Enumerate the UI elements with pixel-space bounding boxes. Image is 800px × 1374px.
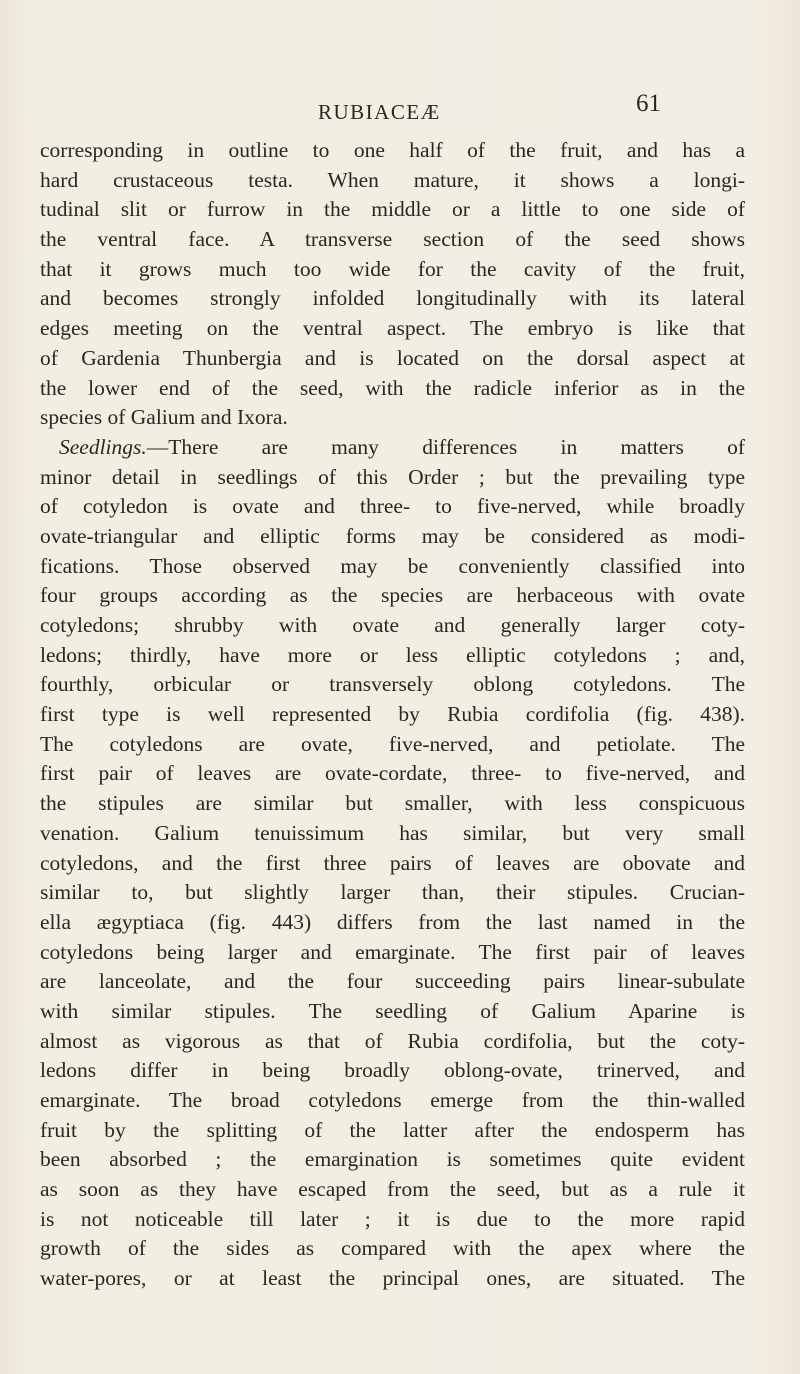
text-line: ella ægyptiaca (fig. 443) differs from the last named in the	[40, 909, 745, 934]
text-line: edges meeting on the ventral aspect. The embryo is like that	[40, 316, 745, 341]
text-line: corresponding in outline to one half of the fruit, and has a	[40, 138, 745, 162]
text-line: the stipules are similar but smaller, with less conspicuous	[40, 791, 745, 816]
text-line: and becomes strongly infolded longitudinally with its lateral	[40, 286, 745, 311]
text-line: fications. Those observed may be conveniently classified into	[40, 553, 745, 578]
text-line: emarginate. The broad cotyledons emerge from the thin-walled	[40, 1088, 745, 1112]
text-line: tudinal slit or furrow in the middle or a little to one side of	[40, 197, 745, 222]
text-line: of Gardenia Thunbergia and is located on the dorsal aspect at	[40, 345, 745, 370]
body-text	[40, 136, 745, 1294]
text-line: hard crustaceous testa. When mature, it shows a longi-	[40, 167, 745, 192]
text-line: the ventral face. A transverse section of the seed shows	[40, 227, 745, 252]
text-line: are lanceolate, and the four succeeding pairs linear-subulate	[40, 969, 745, 994]
text-line: similar to, but slightly larger than, their stipules. Crucian-	[40, 880, 745, 905]
text-line: fourthly, orbicular or transversely oblong cotyledons. The	[40, 672, 745, 697]
text-line: water-pores, or at least the principal ones, are situated. The	[40, 1266, 745, 1291]
text-line: growth of the sides as compared with the apex where the	[40, 1236, 745, 1261]
text-line: cotyledons; shrubby with ovate and generally larger coty-	[40, 613, 745, 637]
text-line: The cotyledons are ovate, five-nerved, and petiolate. The	[40, 731, 745, 756]
page-number: 61	[636, 90, 661, 117]
text-line: as soon as they have escaped from the seed, but as a rule it	[40, 1177, 745, 1202]
seedlings-heading: Seedlings.	[59, 434, 147, 459]
text-line: of cotyledon is ovate and three- to five-nerved, while broadly	[40, 494, 745, 519]
text-line: almost as vigorous as that of Rubia cordifolia, but the coty-	[40, 1028, 745, 1053]
text-line: with similar stipules. The seedling of Galium Aparine is	[40, 998, 745, 1023]
seedlings-paragraph-start	[40, 433, 745, 463]
text-line: species of Galium and Ixora.	[40, 405, 288, 430]
text-line: cotyledons being larger and emarginate. The first pair of leaves	[40, 939, 745, 964]
text-line: is not noticeable till later ; it is due to the more rapid	[40, 1206, 745, 1231]
running-head	[0, 92, 800, 132]
text-line: been absorbed ; the emargination is sometimes quite evident	[40, 1147, 745, 1172]
running-head-title: RUBIACEÆ	[318, 100, 441, 124]
text-line: cotyledons, and the first three pairs of leaves are obovate and	[40, 850, 745, 875]
text-line: venation. Galium tenuissimum has similar, but very small	[40, 820, 745, 845]
text-line: first pair of leaves are ovate-cordate, three- to five-nerved, and	[40, 761, 745, 786]
seedlings-first-line-text: —There are many differences in matters of	[146, 434, 745, 459]
text-line: first type is well represented by Rubia cordifolia (fig. 438).	[40, 702, 745, 727]
text-line: fruit by the splitting of the latter after the endosperm has	[40, 1117, 745, 1142]
text-line: ovate-triangular and elliptic forms may be considered as modi-	[40, 523, 745, 548]
text-line: minor detail in seedlings of this Order ; but the prevailing type	[40, 464, 745, 489]
text-line: ledons differ in being broadly oblong-ovate, trinerved, and	[40, 1058, 745, 1083]
text-line: ledons; thirdly, have more or less elliptic cotyledons ; and,	[40, 642, 745, 667]
text-line: the lower end of the seed, with the radicle inferior as in the	[40, 375, 745, 400]
text-line: four groups according as the species are herbaceous with ovate	[40, 583, 745, 608]
text-line: that it grows much too wide for the cavity of the fruit,	[40, 256, 745, 281]
